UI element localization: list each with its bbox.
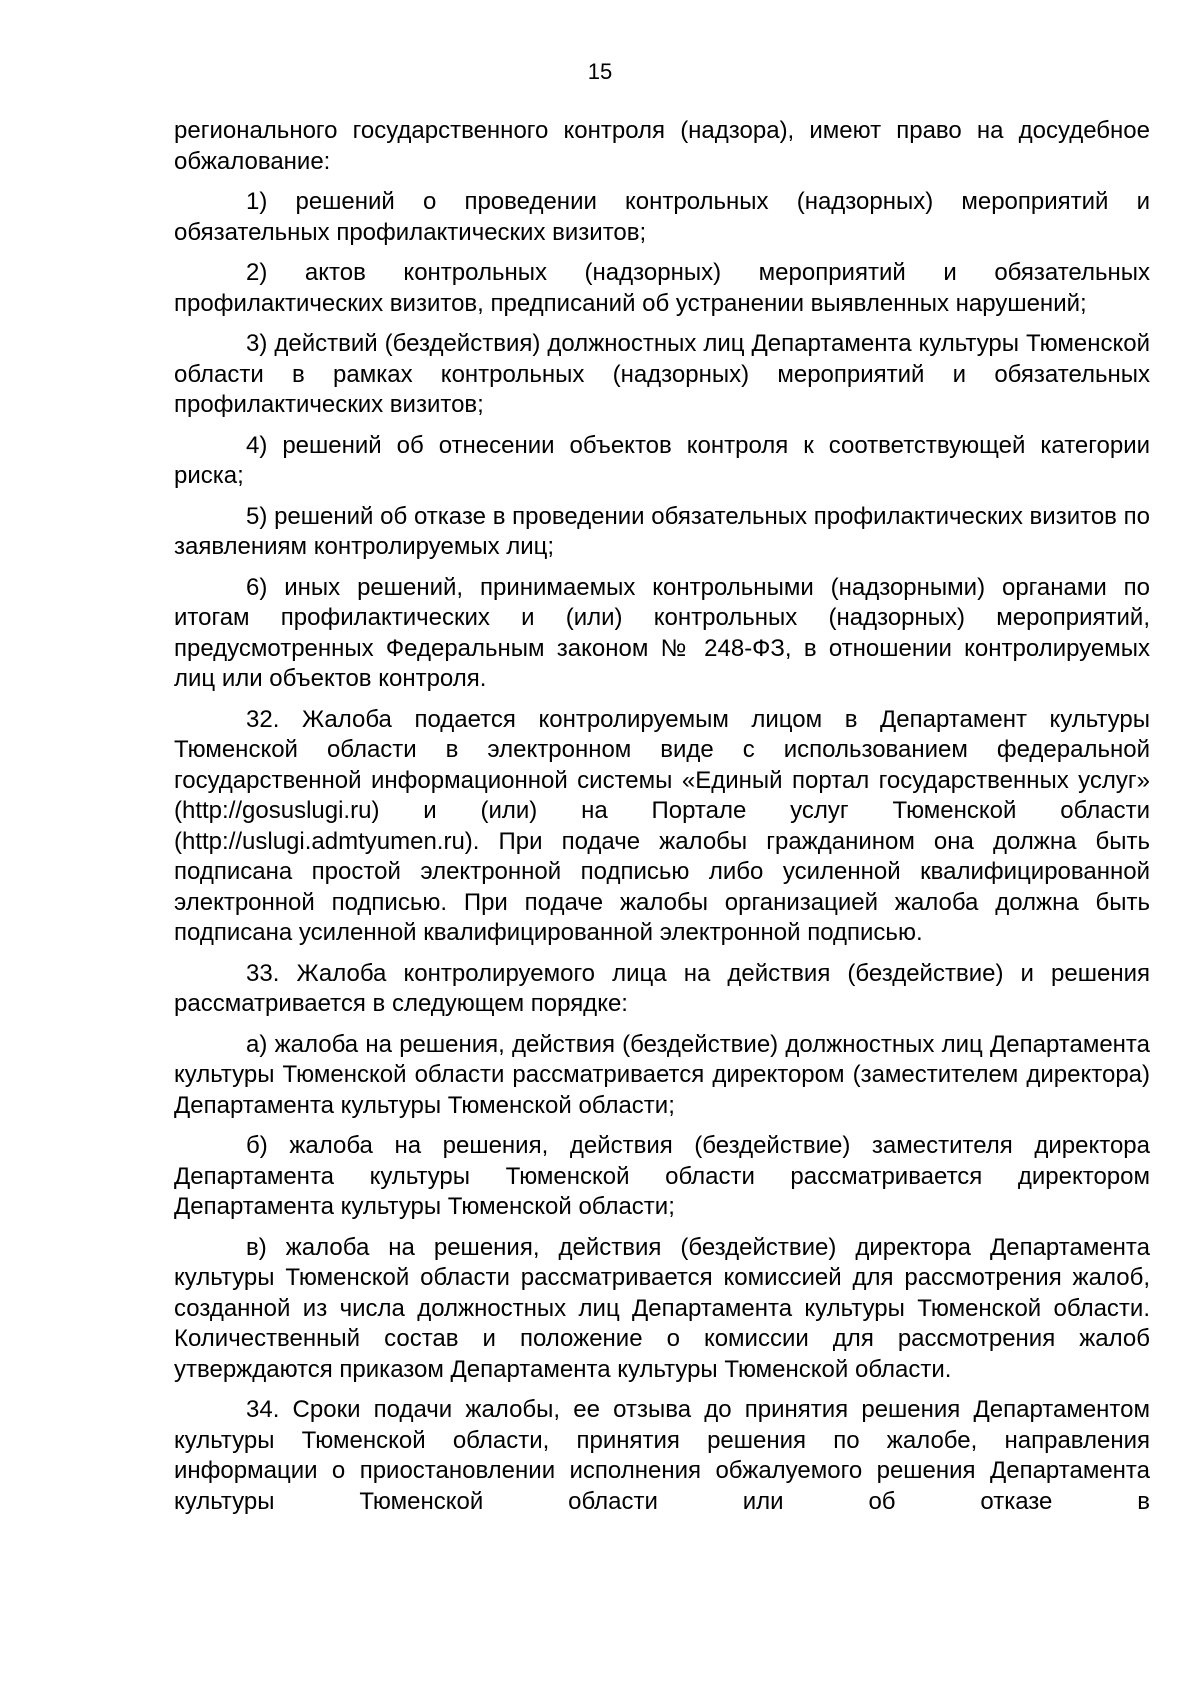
- paragraph-33-v: в) жалоба на решения, действия (бездействие) директора Департамента культуры Тюменской области рассматривается комиссией для рассмотрения жалоб, созданной из числа должностных лиц Департамента культуры Тюменской области. Количественный состав и положение о комиссии для рассмотрения жалоб утверждаются приказом Департамента культуры Тюменской области.: [174, 1233, 1150, 1383]
- paragraph-32: 32. Жалоба подается контролируемым лицом в Департамент культуры Тюменской области в электронном виде с использованием федеральной государственной информационной системы «Единый портал государственных услуг» (http://gosuslugi.ru) и (или) на Портале услуг Тюменской области (http://uslugi.admtyumen.ru). При подаче жалобы гражданином она должна быть подписана простой электронной подписью либо усиленной квалифицированной электронной подписью. При подаче жалобы организацией жалоба должна быть подписана усиленной квалифицированной электронной подписью.: [174, 705, 1150, 946]
- paragraph-33-a: а) жалоба на решения, действия (бездействие) должностных лиц Департамента культуры Тюменской области рассматривается директором (заместителем директора) Департамента культуры Тюменской области;: [174, 1030, 1150, 1119]
- paragraph-item-4: 4) решений об отнесении объектов контроля к соответствующей категории риска;: [174, 431, 1150, 489]
- paragraph-33: 33. Жалоба контролируемого лица на действия (бездействие) и решения рассматривается в следующем порядке:: [174, 959, 1150, 1017]
- paragraph-item-3: 3) действий (бездействия) должностных лиц Департамента культуры Тюменской области в рамках контрольных (надзорных) мероприятий и обязательных профилактических визитов;: [174, 330, 1150, 418]
- paragraph-34: 34. Сроки подачи жалобы, ее отзыва до принятия решения Департаментом культуры Тюменской области, принятия решения по жалобе, направления информации о приостановлении исполнения обжалуемого решения Департамента культуры Тюменской области или об отказе в: [174, 1396, 1150, 1515]
- page-number: 15: [587, 59, 613, 84]
- document-body: [174, 116, 1150, 1517]
- paragraph-item-5: 5) решений об отказе в проведении обязательных профилактических визитов по заявлениям контролируемых лиц;: [174, 502, 1150, 560]
- paragraph-33-b: б) жалоба на решения, действия (бездействие) заместителя директора Департамента культуры Тюменской области рассматривается директором Департамента культуры Тюменской области;: [174, 1132, 1150, 1220]
- paragraph-item-1: 1) решений о проведении контрольных (надзорных) мероприятий и обязательных профилактических визитов;: [174, 188, 1150, 246]
- paragraph-item-6: 6) иных решений, принимаемых контрольными (надзорными) органами по итогам профилактических и (или) контрольных (надзорных) мероприятий, предусмотренных Федеральным законом № 248-ФЗ, в отношении контролируемых лиц или объектов контроля.: [174, 573, 1150, 692]
- paragraph-intro: регионального государственного контроля (надзора), имеют право на досудебное обжалование:: [174, 117, 1150, 175]
- paragraph-item-2: 2) актов контрольных (надзорных) мероприятий и обязательных профилактических визитов, предписаний об устранении выявленных нарушений;: [174, 259, 1150, 317]
